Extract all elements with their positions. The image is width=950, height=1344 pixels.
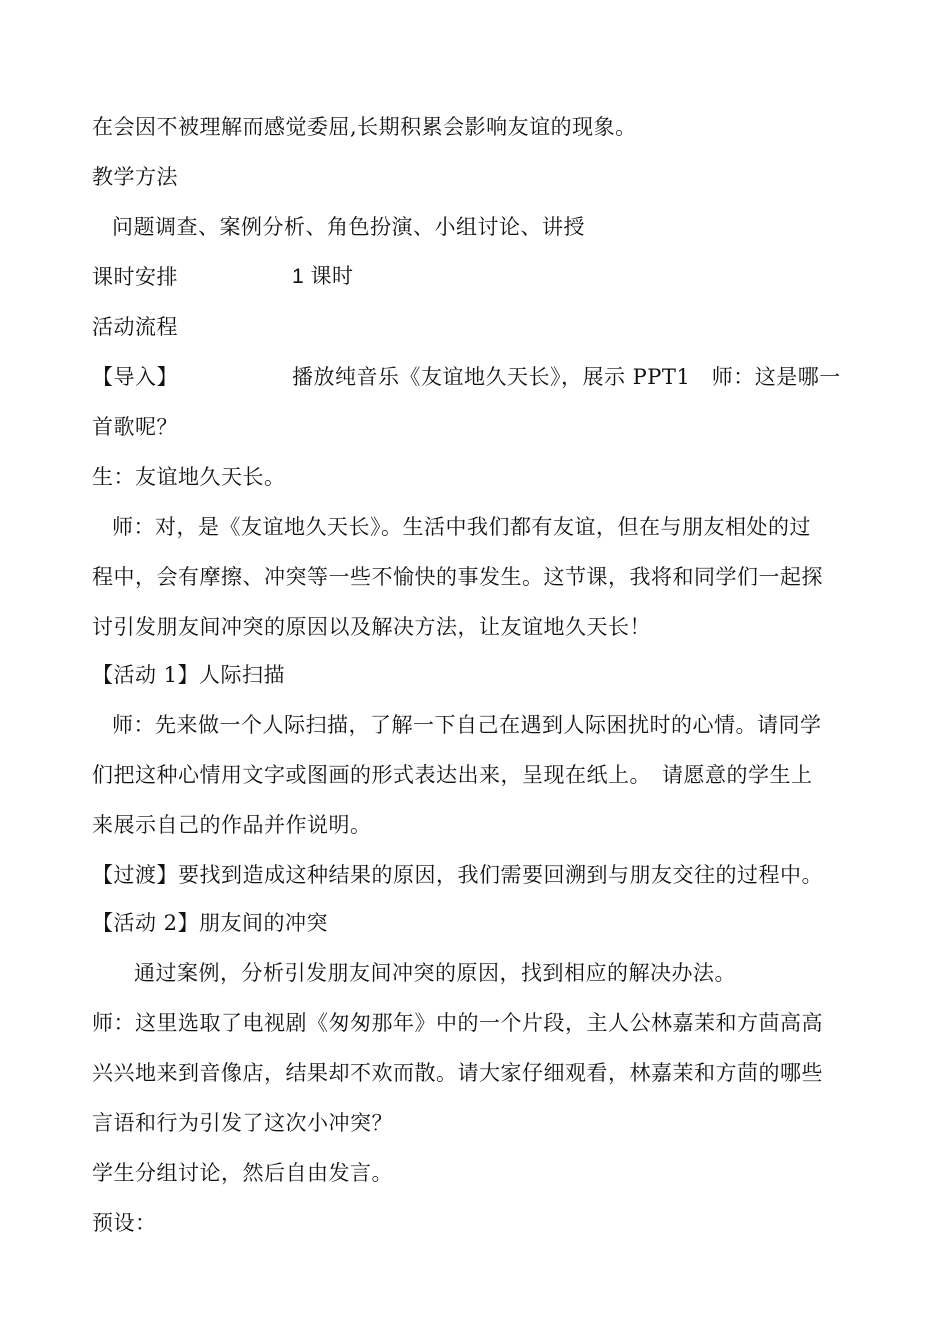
paragraph-line: 师：先来做一个人际扫描，了解一下自己在遇到人际困扰时的心情。请同学	[112, 713, 822, 737]
paragraph-line: 师：对，是《友谊地久天长》。生活中我们都有友谊，但在与朋友相处的过	[112, 515, 811, 539]
paragraph-line: 来展示自己的作品并作说明。	[92, 813, 372, 837]
paragraph-line: 播放纯音乐《友谊地久天长》，展示 PPT1 师：这是哪一	[292, 365, 841, 389]
paragraph-line: 通过案例，分析引发朋友间冲突的原因，找到相应的解决办法。	[134, 961, 736, 985]
paragraph-line: 问题调查、案例分析、角色扮演、小组讨论、讲授	[112, 215, 585, 239]
section-heading-teaching-method: 教学方法	[92, 165, 178, 189]
paragraph-line: 程中，会有摩擦、冲突等一些不愉快的事发生。这节课，我将和同学们一起探	[92, 565, 823, 589]
section-heading-activity-flow: 活动流程	[92, 315, 178, 339]
paragraph-line: 学生分组讨论，然后自由发言。	[92, 1161, 393, 1185]
paragraph-line: 言语和行为引发了这次小冲突？	[92, 1111, 393, 1135]
paragraph-line: 预设：	[92, 1211, 157, 1235]
paragraph-line: 兴兴地来到音像店，结果却不欢而散。请大家仔细观看，林嘉茉和方茴的哪些	[92, 1061, 823, 1085]
section-heading-activity-1: 【活动 1】人际扫描	[92, 663, 286, 687]
paragraph-line: 在会因不被理解而感觉委屈,长期积累会影响友谊的现象。	[92, 115, 637, 139]
label-class-schedule: 课时安排	[92, 265, 178, 289]
paragraph-line: 首歌呢？	[92, 415, 178, 439]
section-heading-activity-2: 【活动 2】朋友间的冲突	[92, 911, 329, 935]
paragraph-line: 【过渡】要找到造成这种结果的原因，我们需要回溯到与朋友交往的过程中。	[92, 863, 823, 887]
paragraph-line: 师：这里选取了电视剧《匆匆那年》中的一个片段，主人公林嘉茉和方茴高高	[92, 1011, 823, 1035]
value-class-schedule: 1 课时	[292, 265, 354, 288]
label-introduction: 【导入】	[92, 365, 178, 389]
paragraph-line: 们把这种心情用文字或图画的形式表达出来，呈现在纸上。 请愿意的学生上	[92, 763, 813, 787]
paragraph-line: 讨引发朋友间冲突的原因以及解决方法，让友谊地久天长！	[92, 615, 651, 639]
paragraph-line: 生：友谊地久天长。	[92, 465, 286, 489]
